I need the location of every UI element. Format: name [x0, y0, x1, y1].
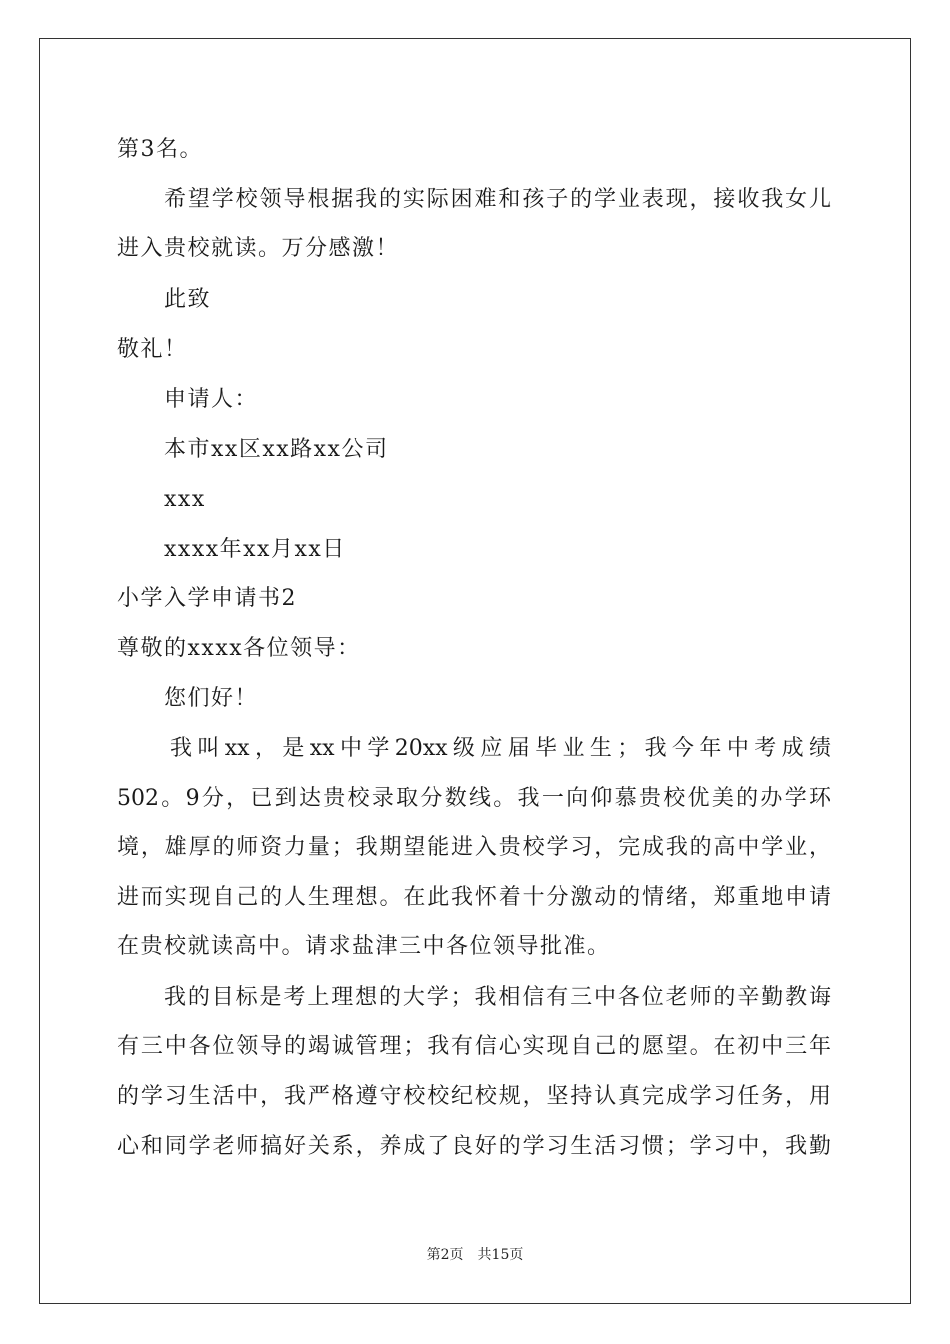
closing-salutation: 此致: [164, 287, 212, 312]
applicant-label: 申请人：: [164, 387, 259, 412]
text-line: 在贵校就读高中。请求盐津三中各位领导批准。: [117, 934, 611, 959]
greeting-recipient: 尊敬的xxxx各位领导：: [117, 636, 361, 661]
text-line: 的学习生活中，我严格遵守校校纪校规，坚持认真完成学习任务，用: [117, 1084, 831, 1109]
page-border: [39, 38, 911, 1304]
total-pages: 共15页: [477, 1247, 524, 1263]
closing-regards: 敬礼！: [117, 337, 188, 362]
page-footer: [0, 1245, 950, 1265]
text-line: 我叫xx，是xx中学20xx级应届毕业生；我今年中考成绩: [170, 736, 831, 761]
section-title: 小学入学申请书2: [117, 586, 297, 611]
text-line: 有三中各位领导的竭诚管理；我有信心实现自己的愿望。在初中三年: [117, 1034, 831, 1059]
page-number: 第2页: [426, 1247, 464, 1263]
text-line: 我的目标是考上理想的大学；我相信有三中各位老师的辛勤教诲: [164, 985, 831, 1010]
applicant-address: 本市xx区xx路xx公司: [164, 437, 389, 462]
application-date: xxxx年xx月xx日: [164, 537, 346, 562]
text-line: 502。9分，已到达贵校录取分数线。我一向仰慕贵校优美的办学环: [117, 786, 831, 811]
text-line: 希望学校领导根据我的实际困难和孩子的学业表现，接收我女儿: [164, 187, 831, 212]
applicant-name: xxx: [164, 487, 206, 512]
text-line: 进入贵校就读。万分感激！: [117, 236, 400, 261]
text-line: 第3名。: [117, 137, 203, 162]
text-line: 进而实现自己的人生理想。在此我怀着十分激动的情绪，郑重地申请: [117, 885, 831, 910]
greeting: 您们好！: [164, 686, 259, 711]
text-line: 境，雄厚的师资力量；我期望能进入贵校学习，完成我的高中学业，: [117, 835, 831, 860]
text-line: 心和同学老师搞好关系，养成了良好的学习生活习惯；学习中，我勤: [117, 1134, 831, 1159]
